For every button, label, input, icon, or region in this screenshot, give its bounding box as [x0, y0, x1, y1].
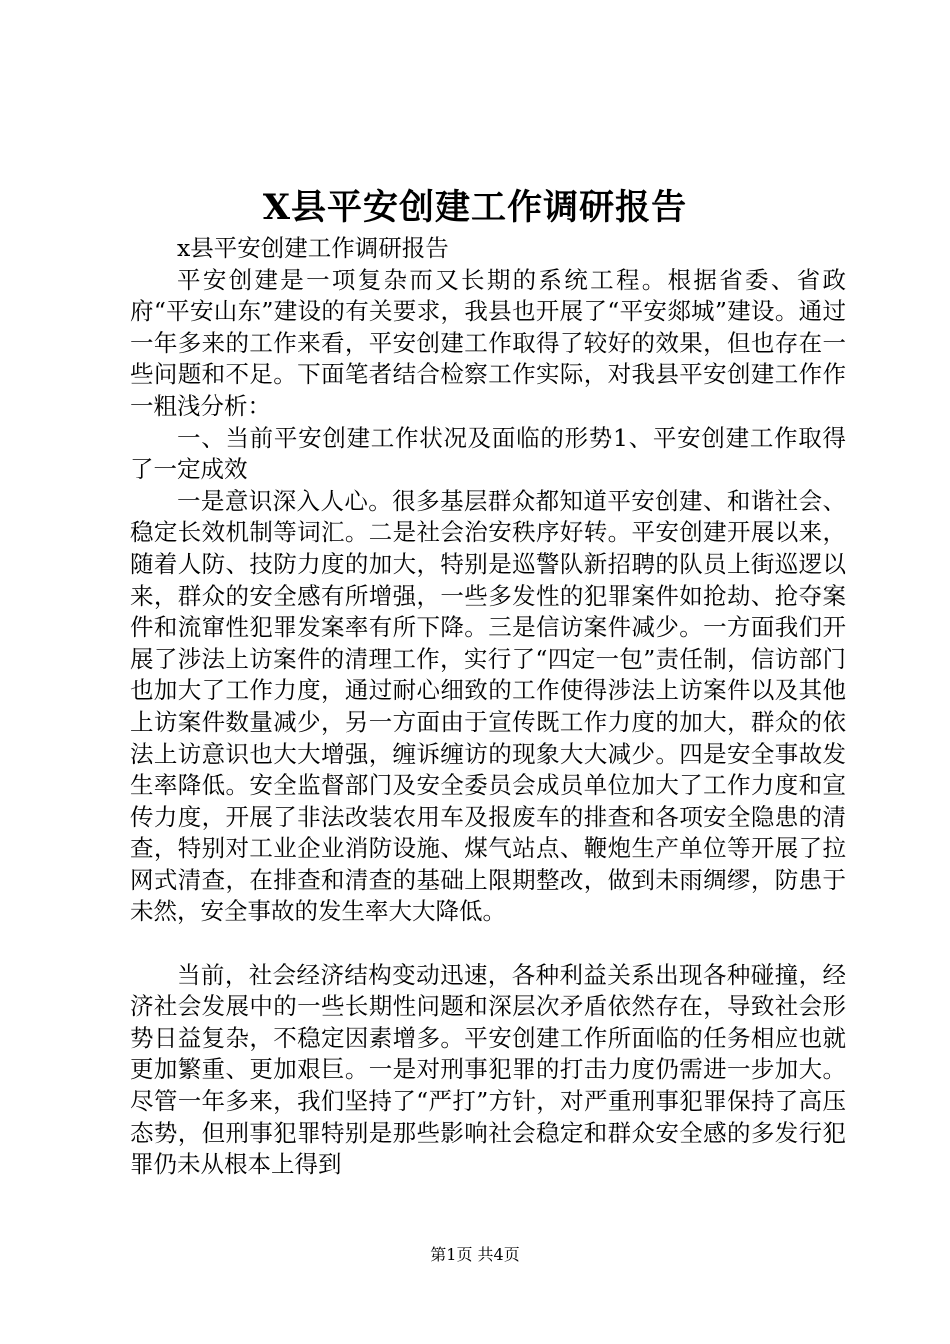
page-number: 第1页 共4页 — [430, 1245, 520, 1264]
document-body — [130, 233, 846, 1181]
page-title: X县平安创建工作调研报告 — [262, 187, 688, 228]
document-subtitle: x县平安创建工作调研报告 — [177, 234, 449, 262]
paragraph-intro: 平安创建是一项复杂而又长期的系统工程。根据省委、省政府“平安山东”建设的有关要求，我县也开展了“平安郯城”建设。通过一年多来的工作来看，平安创建工作取得了较好的效果，但也存在一些问题和不足。下面笔者结合检察工作实际，对我县平安创建工作作一粗浅分析： — [130, 265, 846, 420]
paragraph-situation: 当前，社会经济结构变动迅速，各种利益关系出现各种碰撞，经济社会发展中的一些长期性问题和深层次矛盾依然存在，导致社会形势日益复杂，不稳定因素增多。平安创建工作所面临的任务相应也就更加繁重、更加艰巨。一是对刑事犯罪的打击力度仍需进一步加大。尽管一年多来，我们坚持了“严打”方针，对严重刑事犯罪保持了高压态势，但刑事犯罪特别是那些影响社会稳定和群众安全感的多发行犯罪仍未从根本上得到 — [130, 960, 846, 1179]
paragraph-achievements: 一是意识深入人心。很多基层群众都知道平安创建、和谐社会、稳定长效机制等词汇。二是社会治安秩序好转。平安创建开展以来，随着人防、技防力度的加大，特别是巡警队新招聘的队员上街巡逻以来，群众的安全感有所增强，一些多发性的犯罪案件如抢劫、抢夺案件和流窜性犯罪发案率有所下降。三是信访案件减少。一方面我们开展了涉法上访案件的清理工作，实行了“四定一包”责任制，信访部门也加大了工作力度，通过耐心细致的工作使得涉法上访案件以及其他上访案件数量减少，另一方面由于宣传既工作力度的加大，群众的依法上访意识也大大增强，缠诉缠访的现象大大减少。四是安全事故发生率降低。安全监督部门及安全委员会成员单位加大了工作力度和宣传力度，开展了非法改装农用车及报废车的排查和各项安全隐患的清查，特别对工业企业消防设施、煤气站点、鞭炮生产单位等开展了拉网式清查，在排查和清查的基础上限期整改，做到未雨绸缪，防患于未然，安全事故的发生率大大降低。 — [130, 486, 846, 926]
paragraph-section-heading: 一、当前平安创建工作状况及面临的形势1、平安创建工作取得了一定成效 — [130, 423, 846, 484]
